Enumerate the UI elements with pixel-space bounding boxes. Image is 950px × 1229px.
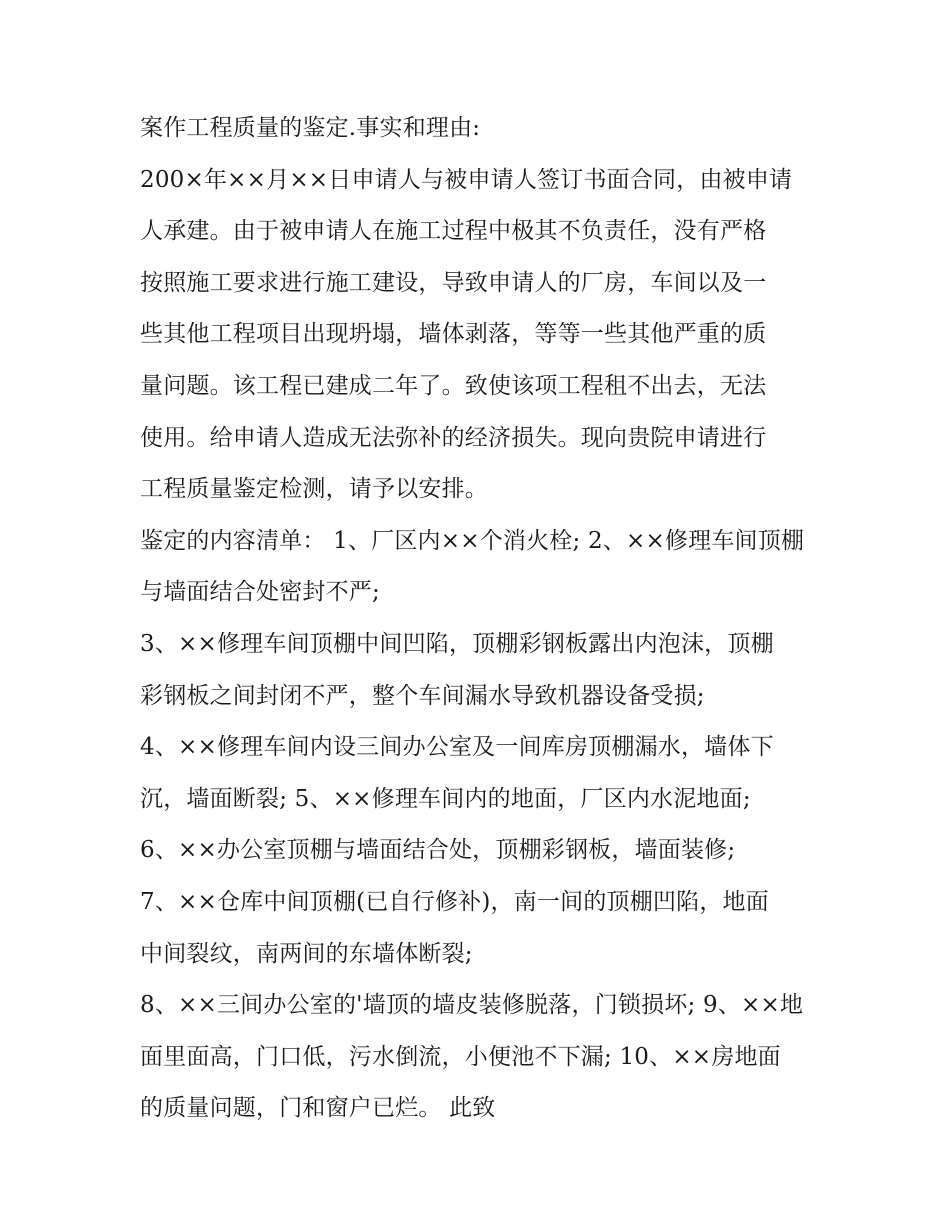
text-line: 6、××办公室顶棚与墙面结合处，顶棚彩钢板，墙面装修; bbox=[140, 837, 736, 864]
text-line: 沉，墙面断裂; 5、××修理车间内的地面，厂区内水泥地面; bbox=[140, 785, 751, 812]
text-line: 7、××仓库中间顶棚(已自行修补)，南一间的顶棚凹陷，地面 bbox=[140, 888, 769, 915]
text-line: 使用。给申请人造成无法弥补的经济损失。现向贵院申请进行 bbox=[140, 424, 767, 451]
text-line: 鉴定的内容清单： 1、厂区内××个消火栓; 2、××修理车间顶棚 bbox=[140, 527, 805, 554]
document-body bbox=[140, 103, 820, 1135]
text-line: 面里面高，门口低，污水倒流，小便池不下漏; 10、××房地面 bbox=[140, 1043, 781, 1070]
text-line: 中间裂纹，南两间的东墙体断裂; bbox=[140, 940, 473, 967]
text-line: 工程质量鉴定检测，请予以安排。 bbox=[140, 476, 488, 503]
text-line: 与墙面结合处密封不严; bbox=[140, 579, 380, 606]
text-line: 3、××修理车间顶棚中间凹陷，顶棚彩钢板露出内泡沫，顶棚 bbox=[140, 630, 774, 657]
text-line: 彩钢板之间封闭不严，整个车间漏水导致机器设备受损; bbox=[140, 682, 705, 709]
text-line: 些其他工程项目出现坍塌，墙体剥落，等等一些其他严重的质 bbox=[140, 321, 767, 348]
text-line: 8、××三间办公室的'墙顶的墙皮装修脱落，门锁损坏; 9、××地 bbox=[140, 992, 804, 1019]
text-line: 4、××修理车间内设三间办公室及一间库房顶棚漏水，墙体下 bbox=[140, 734, 774, 761]
text-line: 按照施工要求进行施工建设，导致申请人的厂房，车间以及一 bbox=[140, 269, 767, 296]
text-line: 200×年××月××日申请人与被申请人签订书面合同，由被申请 bbox=[140, 166, 793, 193]
text-line: 的质量问题，门和窗户已烂。 此致 bbox=[140, 1095, 496, 1122]
text-line: 量问题。该工程已建成二年了。致使该项工程租不出去，无法 bbox=[140, 372, 767, 399]
text-line: 人承建。由于被申请人在施工过程中极其不负责任，没有严格 bbox=[140, 218, 767, 245]
text-line: 案作工程质量的鉴定.事实和理由: bbox=[140, 115, 481, 141]
